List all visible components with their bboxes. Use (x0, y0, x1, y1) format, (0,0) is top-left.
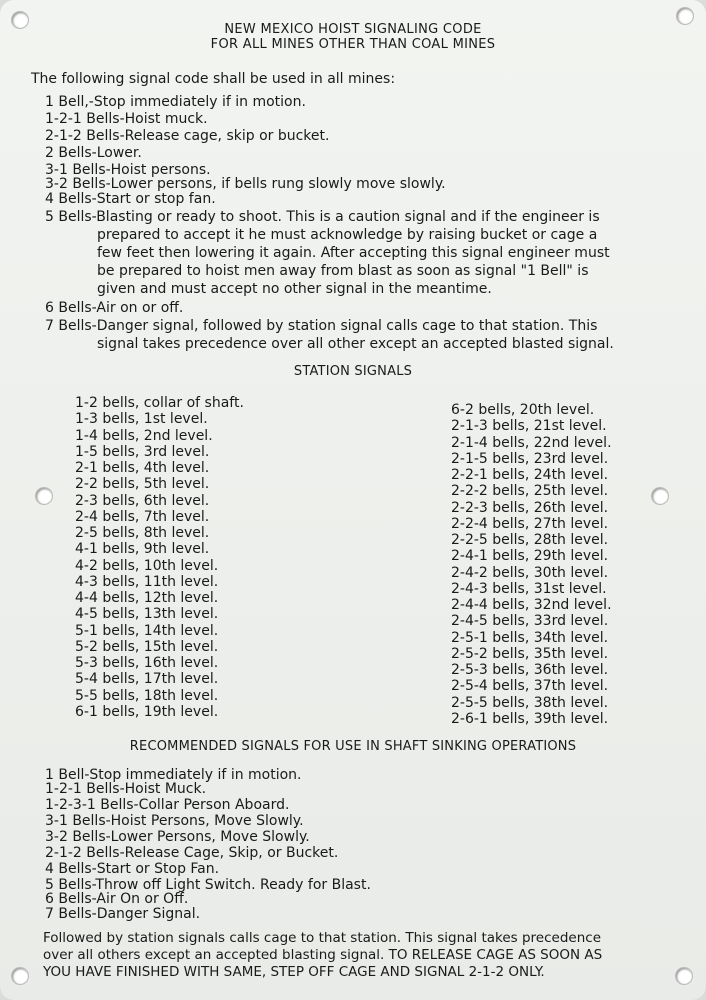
station-signal-item: 2-5-4 bells, 37th level. (451, 678, 609, 695)
general-signal-line: 2-1-2 Bells-Release cage, skip or bucket. (45, 128, 330, 144)
general-signal-line: 6 Bells-Air on or off. (45, 300, 184, 316)
station-signal-item: 2-2-3 bells, 26th level. (451, 499, 609, 516)
station-signal-item: 4-5 bells, 13th level. (75, 606, 219, 623)
station-signal-item: 5-3 bells, 16th level. (75, 655, 219, 671)
station-signal-item: 2-2-1 bells, 24th level. (451, 467, 609, 483)
station-signal-item: 2-4-5 bells, 33rd level. (451, 613, 609, 630)
sign-title-line-1: NEW MEXICO HOIST SIGNALING CODE (224, 22, 482, 37)
station-signal-item: 2-1-3 bells, 21st level. (451, 418, 607, 435)
shaft-signal-line: 4 Bells-Start or Stop Fan. (45, 861, 220, 877)
shaft-sinking-heading: RECOMMENDED SIGNALS FOR USE IN SHAFT SINKING OPERATIONS (129, 739, 577, 754)
mounting-hole-middle-left (36, 488, 52, 504)
station-signal-item: 2-4 bells, 7th level. (75, 508, 210, 525)
shaft-signal-line: 6 Bells-Air On or Off. (45, 891, 189, 907)
general-signal-continuation: signal takes precedence over all other except an accepted blasted signal. (97, 336, 614, 352)
station-signal-item: 2-4-3 bells, 31st level. (451, 580, 607, 597)
station-signal-item: 1-2 bells, collar of shaft. (75, 395, 244, 411)
station-signal-item: 1-3 bells, 1st level. (75, 411, 208, 428)
station-signal-item: 2-5-5 bells, 38th level. (451, 694, 609, 711)
station-signal-item: 4-3 bells, 11th level. (75, 573, 219, 590)
shaft-footer-line: YOU HAVE FINISHED WITH SAME, STEP OFF CAGE AND SIGNAL 2-1-2 ONLY. (43, 964, 545, 980)
station-signal-item: 2-4-2 bells, 30th level. (451, 564, 609, 581)
station-signal-item: 4-2 bells, 10th level. (75, 557, 219, 574)
general-signal-line: 1-2-1 Bells-Hoist muck. (45, 111, 208, 127)
station-signal-item: 2-2 bells, 5th level. (75, 476, 210, 493)
station-signal-item: 1-5 bells, 3rd level. (75, 443, 210, 460)
station-signals-heading: STATION SIGNALS (293, 364, 413, 379)
shaft-signal-line: 1-2-3-1 Bells-Collar Person Aboard. (45, 797, 290, 813)
station-signal-item: 2-1-4 bells, 22nd level. (451, 434, 612, 451)
general-signal-continuation: be prepared to hoist men away from blast as soon as signal "1 Bell" is (97, 263, 589, 279)
general-signal-line: 3-1 Bells-Hoist persons. (45, 162, 211, 178)
station-signal-item: 6-2 bells, 20th level. (451, 402, 595, 418)
station-signal-item: 2-3 bells, 6th level. (75, 492, 210, 509)
station-signal-item: 2-2-2 bells, 25th level. (451, 483, 609, 500)
general-signal-line: 1 Bell,-Stop immediately if in motion. (45, 94, 306, 110)
mounting-hole-bottom-right (676, 968, 692, 984)
station-signal-item: 2-4-4 bells, 32nd level. (451, 597, 612, 613)
station-signals-right-column (451, 402, 612, 727)
station-signal-item: 2-6-1 bells, 39th level. (451, 710, 609, 727)
station-signal-item: 2-2-5 bells, 28th level. (451, 532, 609, 548)
station-signal-item: 2-5-3 bells, 36th level. (451, 662, 609, 678)
station-signal-item: 5-1 bells, 14th level. (75, 622, 219, 639)
station-signal-item: 5-5 bells, 18th level. (75, 687, 219, 704)
station-signal-item: 5-4 bells, 17th level. (75, 671, 219, 688)
shaft-signal-line: 1 Bell-Stop immediately if in motion. (45, 767, 302, 783)
sign-title-line-2: FOR ALL MINES OTHER THAN COAL MINES (210, 37, 496, 52)
general-signal-line: 7 Bells-Danger signal, followed by station signal calls cage to that station. This (45, 318, 598, 334)
shaft-footer-line: Followed by station signals calls cage to that station. This signal takes precedence (43, 930, 601, 946)
general-signal-continuation: few feet then lowering it again. After accepting this signal engineer must (97, 245, 610, 261)
shaft-signal-line: 1-2-1 Bells-Hoist Muck. (45, 781, 207, 797)
general-signal-line: 3-2 Bells-Lower persons, if bells rung slowly move slowly. (45, 176, 446, 192)
station-signal-item: 2-5-1 bells, 34th level. (451, 629, 609, 646)
general-signal-line: 5 Bells-Blasting or ready to shoot. This is a caution signal and if the engineer is (45, 209, 600, 225)
mounting-hole-middle-right (652, 488, 668, 504)
station-signals-left-column (75, 395, 244, 720)
station-signal-item: 4-4 bells, 12th level. (75, 590, 219, 606)
station-signal-item: 2-1 bells, 4th level. (75, 460, 210, 476)
shaft-signal-line: 2-1-2 Bells-Release Cage, Skip, or Bucket. (45, 845, 339, 861)
station-signal-item: 2-5-2 bells, 35th level. (451, 645, 609, 662)
shaft-footer-line: over all others except an accepted blasting signal. TO RELEASE CAGE AS SOON AS (43, 947, 603, 963)
station-signal-item: 2-2-4 bells, 27th level. (451, 515, 609, 532)
shaft-signal-line: 3-1 Bells-Hoist Persons, Move Slowly. (45, 813, 304, 829)
station-signal-item: 2-4-1 bells, 29th level. (451, 548, 609, 565)
station-signal-item: 1-4 bells, 2nd level. (75, 427, 213, 444)
mounting-hole-bottom-left (12, 968, 28, 984)
shaft-signal-line: 5 Bells-Throw off Light Switch. Ready for Blast. (45, 877, 371, 893)
station-signal-item: 4-1 bells, 9th level. (75, 541, 210, 558)
shaft-signal-line: 3-2 Bells-Lower Persons, Move Slowly. (45, 829, 310, 845)
station-signal-item: 2-5 bells, 8th level. (75, 525, 210, 541)
station-signal-item: 2-1-5 bells, 23rd level. (451, 450, 609, 467)
general-signal-continuation: given and must accept no other signal in the meantime. (97, 281, 492, 297)
shaft-signal-line: 7 Bells-Danger Signal. (45, 906, 201, 922)
intro-text: The following signal code shall be used in all mines: (31, 71, 396, 87)
general-signal-continuation: prepared to accept it he must acknowledge by raising bucket or cage a (97, 227, 598, 243)
station-signal-item: 6-1 bells, 19th level. (75, 703, 219, 720)
general-signal-line: 4 Bells-Start or stop fan. (45, 191, 216, 207)
general-signal-line: 2 Bells-Lower. (45, 145, 142, 161)
station-signal-item: 5-2 bells, 15th level. (75, 638, 219, 655)
